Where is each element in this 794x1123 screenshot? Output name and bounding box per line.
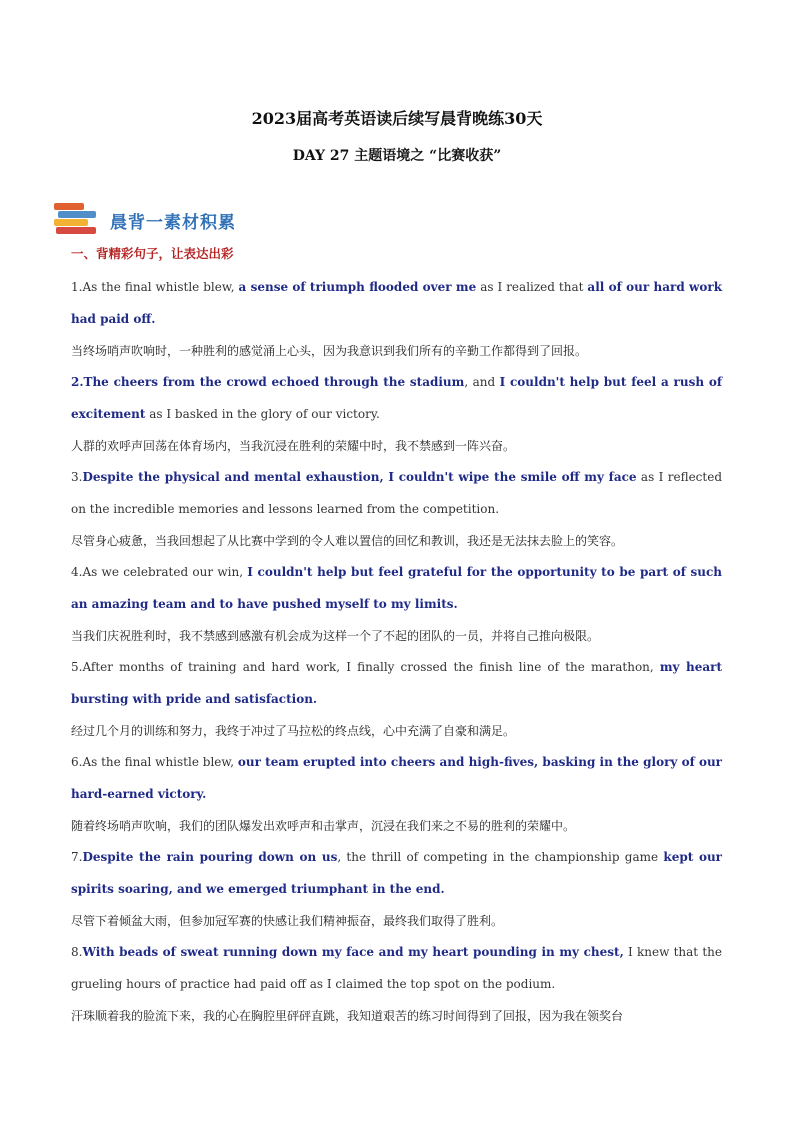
chinese-translation: 当终场哨声吹响时，一种胜利的感觉涌上心头，因为我意识到我们所有的辛勤工作都得到了回报。 — [71, 344, 588, 358]
english-sentence — [71, 652, 722, 715]
highlighted-phrase: a sense of triumph flooded over me — [238, 280, 477, 294]
english-sentence — [71, 367, 722, 430]
chinese-translation: 尽管下着倾盆大雨，但参加冠军赛的快感让我们精神振奋，最终我们取得了胜利。 — [71, 914, 504, 928]
highlighted-phrase: all of our hard work had paid off. — [71, 280, 723, 326]
sentence-list — [71, 272, 722, 1032]
highlighted-phrase: our team erupted into cheers and high-fives, basking in the glory of our hard-earned victory. — [71, 755, 723, 801]
document-subtitle: DAY 27 主题语境之 “比赛收获” — [292, 148, 502, 164]
english-sentence — [71, 747, 722, 810]
english-sentence — [71, 557, 722, 620]
section-header — [52, 200, 236, 240]
highlighted-phrase: Despite the rain pouring down on us — [82, 850, 338, 864]
plain-text: 5.After months of training and hard work, I finally crossed the finish line of the marathon, — [71, 660, 660, 674]
highlighted-phrase: I couldn't help but feel a rush of excitement — [71, 375, 722, 421]
sub-heading: 一、背精彩句子，让表达出彩 — [71, 246, 234, 261]
chinese-translation: 人群的欢呼声回荡在体育场内，当我沉浸在胜利的荣耀中时，我不禁感到一阵兴奋。 — [71, 439, 516, 453]
plain-text: 1.As the final whistle blew, — [71, 280, 239, 294]
english-sentence — [71, 272, 722, 335]
highlighted-phrase: I couldn't help but feel grateful for the opportunity to be part of such an amazing team and to have pushed myself to my limits. — [71, 565, 723, 611]
highlighted-phrase: my heart bursting with pride and satisfaction. — [71, 660, 722, 706]
english-sentence — [71, 937, 722, 1000]
plain-text: I knew that the grueling hours of practice had paid off as I claimed the top spot on the podium. — [71, 945, 722, 991]
highlighted-phrase: kept our spirits soaring, and we emerged triumphant in the end. — [71, 850, 722, 896]
chinese-translation: 尽管身心疲惫，当我回想起了从比赛中学到的令人难以置信的回忆和教训，我还是无法抹去脸上的笑容。 — [71, 534, 624, 548]
chinese-translation: 汗珠顺着我的脸流下来，我的心在胸腔里砰砰直跳，我知道艰苦的练习时间得到了回报，因为我在领奖台 — [71, 1009, 624, 1023]
english-sentence — [71, 462, 722, 525]
plain-text: 7. — [71, 850, 83, 864]
english-sentence — [71, 842, 722, 905]
plain-text: as I reflected on the incredible memories and lessons learned from the competition. — [71, 470, 723, 516]
plain-text: , the thrill of competing in the championship game — [337, 850, 664, 864]
document-title: 2023届高考英语读后续写晨背晚练30天 — [251, 109, 543, 128]
highlighted-phrase: With beads of sweat running down my face and my heart pounding in my chest, — [82, 945, 624, 959]
plain-text: 8. — [71, 945, 83, 959]
highlighted-phrase: Despite the physical and mental exhaustion, I couldn't wipe the smile off my face — [82, 470, 637, 484]
chinese-translation: 经过几个月的训练和努力，我终于冲过了马拉松的终点线，心中充满了自豪和满足。 — [71, 724, 516, 738]
chinese-translation: 随着终场哨声吹响，我们的团队爆发出欢呼声和击掌声，沉浸在我们来之不易的胜利的荣耀中。 — [71, 819, 576, 833]
section-title: 晨背一素材积累 — [110, 212, 236, 233]
plain-text: , and — [464, 375, 500, 389]
highlighted-phrase: 2.The cheers from the crowd echoed through the stadium — [71, 375, 465, 389]
plain-text: 6.As the final whistle blew, — [71, 755, 238, 769]
chinese-translation: 当我们庆祝胜利时，我不禁感到感激有机会成为这样一个了不起的团队的一员，并将自己推向极限。 — [71, 629, 600, 643]
plain-text: as I basked in the glory of our victory. — [145, 406, 380, 421]
plain-text: as I realized that — [476, 280, 588, 294]
books-icon — [52, 201, 98, 239]
plain-text: 3. — [71, 470, 83, 484]
plain-text: 4.As we celebrated our win, — [71, 565, 248, 579]
